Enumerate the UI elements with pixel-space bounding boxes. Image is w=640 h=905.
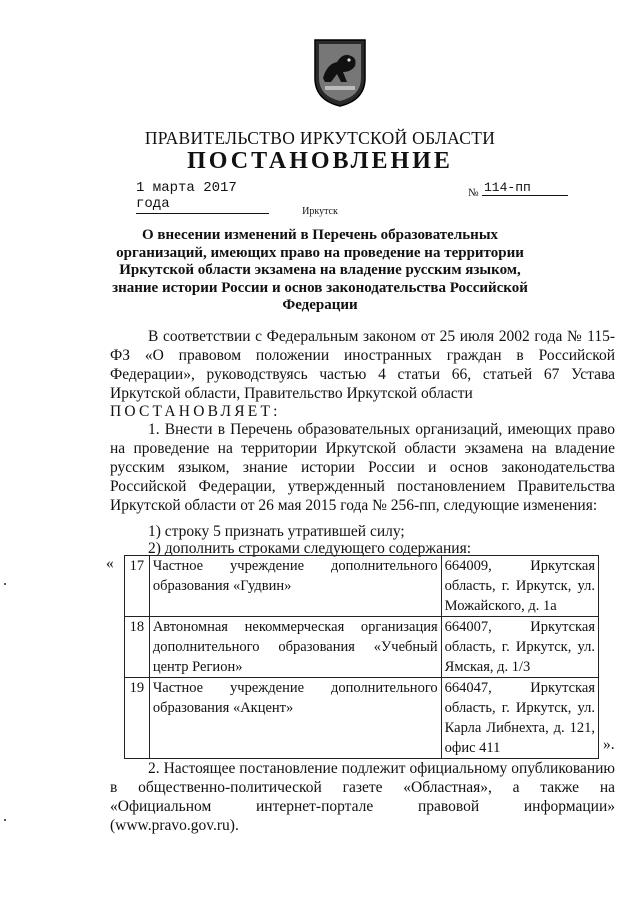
organization-name: Частное учреждение дополнительного образования «Акцент» — [149, 678, 441, 759]
organization-name: Автономная некоммерческая организация дополнительного образования «Учебный центр Регион» — [149, 617, 441, 678]
table-row — [125, 617, 599, 678]
scan-mark — [4, 583, 6, 585]
row-number: 19 — [125, 678, 150, 759]
scan-mark — [4, 819, 6, 821]
organization-address: 664047, Иркутская область, г. Иркутск, ул. Карла Либнехта, д. 121, офис 411 — [441, 678, 598, 759]
organizations-table — [124, 555, 599, 759]
table-row — [125, 556, 599, 617]
clause-1-paragraph: 1. Внести в Перечень образовательных организаций, имеющих право на проведение на территории Иркутской области экзамена на владение русским языком, знание истории России и основ законодательства Российской Федерации, утвержденный постановлением Правительства Иркутской области от 26 мая 2015 года № 256-пп, следующие изменения: — [110, 421, 615, 514]
organization-address: 664009, Иркутская область, г. Иркутск, ул. Можайского, д. 1а — [441, 556, 598, 617]
postanovlyaet-label: ПОСТАНОВЛЯЕТ: — [110, 403, 281, 420]
row-number: 18 — [125, 617, 150, 678]
document-title: О внесении изменений в Перечень образовательных организаций, имеющих право на проведение на территории Иркутской области экзамена на владение русским языком, знание истории России и основ законодательства Российской Федерации — [112, 227, 528, 313]
row-number: 17 — [125, 556, 150, 617]
coat-of-arms-icon — [313, 38, 367, 108]
organization-name: Частное учреждение дополнительного образования «Гудвин» — [149, 556, 441, 617]
government-name: ПРАВИТЕЛЬСТВО ИРКУТСКОЙ ОБЛАСТИ — [144, 128, 496, 148]
preamble-paragraph: В соответствии с Федеральным законом от 25 июля 2002 года № 115-ФЗ «О правовом положении иностранных граждан в Российской Федерации», руководствуясь частью 4 статьи 66, статьей 67 Устава Иркутской области, Правительство Иркутской области — [110, 328, 615, 402]
document-city: Иркутск — [302, 206, 338, 217]
quote-close: ». — [603, 736, 615, 753]
document-type: ПОСТАНОВЛЕНИЕ — [187, 148, 453, 174]
quote-open: « — [106, 555, 114, 572]
clause-1-item-2: 2) дополнить строками следующего содержания: — [148, 540, 472, 557]
document-date: 1 марта 2017 года — [136, 180, 269, 214]
document-number: 114-пп — [482, 180, 568, 196]
clause-2-paragraph: 2. Настоящее постановление подлежит официальному опубликованию в общественно-политической газете «Областная», а также на «Официальном интернет-портале правовой информации» (www.pravo.gov.ru). — [110, 760, 615, 834]
clause-1-item-1: 1) строку 5 признать утратившей силу; — [148, 523, 405, 540]
organization-address: 664007, Иркутская область, г. Иркутск, ул. Ямская, д. 1/3 — [441, 617, 598, 678]
table-row — [125, 678, 599, 759]
number-sign: № — [468, 187, 479, 199]
